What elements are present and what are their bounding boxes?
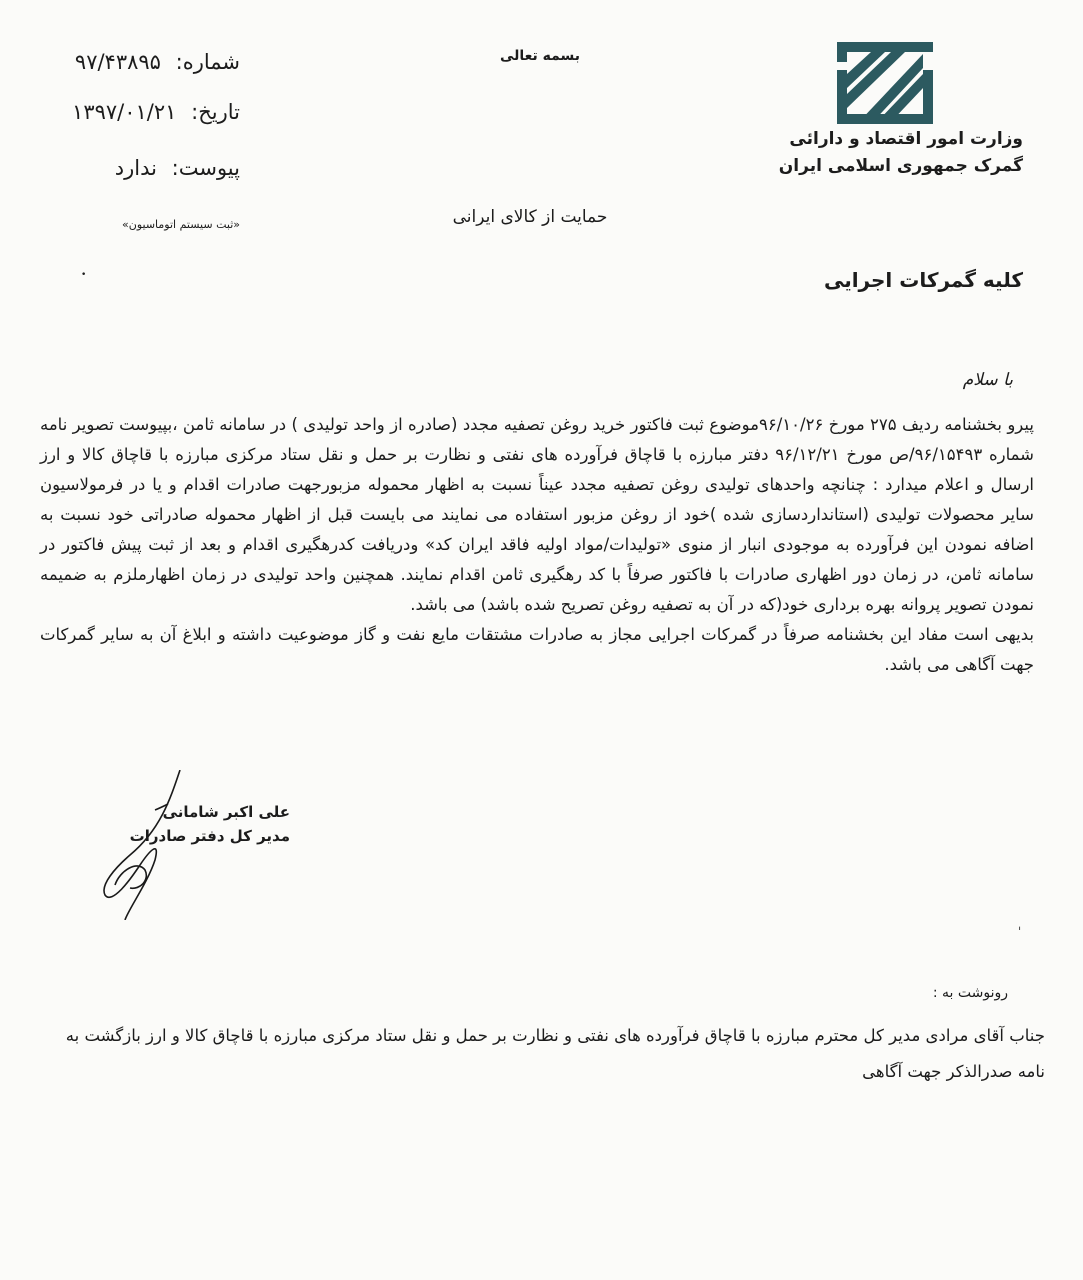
customs-logo-icon: [837, 42, 933, 124]
letter-attachment: [40, 156, 240, 180]
margin-mark: ˈ: [1018, 925, 1022, 939]
body-paragraph-2: بدیهی است مفاد این بخشنامه صرفاً در گمرکات اجرایی مجاز به صادرات مشتقات مایع نفت و گاز موضوعیت داشته و ابلاغ آن به سایر گمرکات جهت آگاهی می باشد.: [40, 625, 1034, 674]
automation-note: «ثبت سیستم اتوماسیون»: [122, 218, 240, 231]
scan-mark: •: [81, 270, 87, 280]
signatory-title: مدیر کل دفتر صادرات: [129, 827, 290, 845]
copy-label: رونوشت به :: [932, 985, 1008, 1001]
body-paragraph-1: پیرو بخشنامه ردیف ۲۷۵ مورخ ۹۶/۱۰/۲۶موضوع ثبت فاکتور خرید روغن تصفیه مجدد (صادره از واحد تولیدی ) در سامانه ثامن ،بپیوست تصویر نامه شماره ۹۶/۱۵۴۹۳/ص مورخ ۹۶/۱۲/۲۱ دفتر مبارزه با قاچاق فرآورده های نفتی و نظارت بر حمل و نقل ستاد مرکزی مبارزه با قاچاق کالا و ارز ارسال و اعلام میدارد : چنانچه واحدهای تولیدی روغن تصفیه مجدد عیناً نسبت به اظهار محموله مزبورجهت صادرات اقدام و یا در فرمولاسیون سایر محصولات تولیدی (استانداردسازی شده )خود از روغن مزبور استفاده می نمایند می بایست قبل از اظهار محموله صادراتی خود نسبت به اضافه نمودن این فرآورده به موجودی انبار از منوی «تولیدات/مواد اولیه فاقد ایران کد» ودریافت کدرهگیری اقدام و بعد از ثبت پیش فاکتور در سامانه ثامن، در زمان دور اظهاری صادرات با فاکتور صرفاً با کد رهگیری ثامن اقدام نمایند. همچنین واحد تولیدی در زمان اظهارملزم به ضمیمه نمودن تصویر پروانه بهره برداری خود(که در آن به تصفیه روغن تصریح شده باشد) می باشد.: [40, 415, 1035, 614]
signatory: [120, 800, 290, 848]
attachment-label: پیوست:: [171, 156, 240, 180]
greeting: با سلام: [962, 370, 1013, 390]
org-line-ministry: وزارت امور اقتصاد و دارائی: [789, 129, 1023, 149]
organization-name: [723, 126, 1023, 180]
org-line-customs: گمرک جمهوری اسلامی ایران: [778, 156, 1023, 176]
letter-body: [40, 410, 1034, 680]
basmala: بسمه تعالی: [499, 48, 581, 64]
customs-logo: [837, 42, 933, 124]
letter-number: [40, 50, 240, 74]
recipient: کلیه گمرکات اجرایی: [823, 268, 1023, 292]
date-value: ۱۳۹۷/۰۱/۲۱: [72, 100, 177, 124]
letter-date: [40, 100, 240, 124]
motto: حمایت از کالای ایرانی: [452, 207, 608, 227]
copy-recipients: جناب آقای مرادی مدیر کل محترم مبارزه با قاچاق فرآورده های نفتی و نظارت بر حمل و نقل ستاد مرکزی مبارزه با قاچاق کالا و ارز بازگشت به نامه صدرالذکر جهت آگاهی: [65, 1026, 1045, 1081]
number-label: شماره:: [175, 50, 240, 74]
signatory-name: علی اکبر شامانی: [162, 803, 290, 821]
attachment-value: ندارد: [114, 156, 157, 180]
number-value: ۹۷/۴۳۸۹۵: [74, 50, 161, 74]
date-label: تاریخ:: [191, 100, 240, 124]
